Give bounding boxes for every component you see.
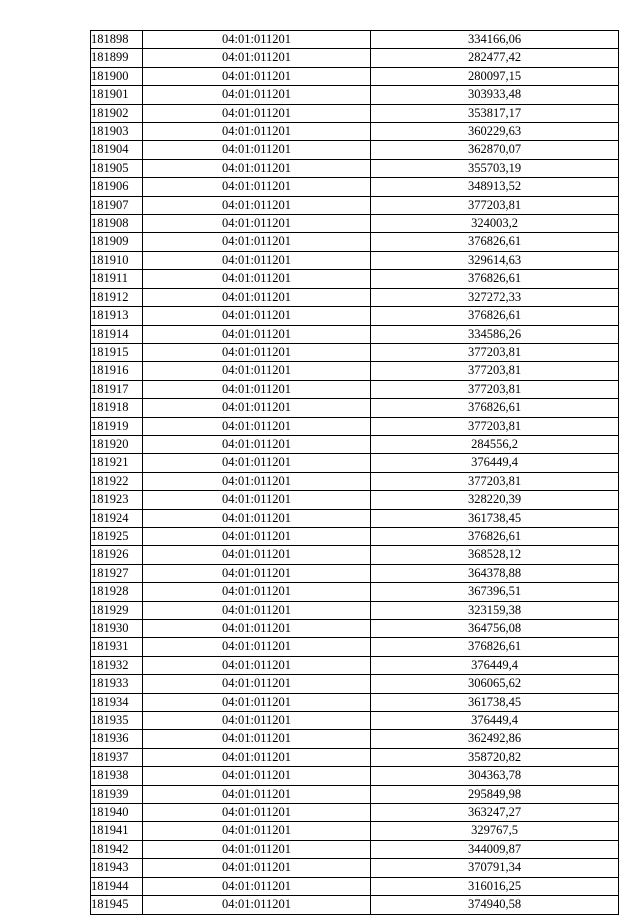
row-number-cell: 181935 xyxy=(91,712,143,730)
row-number-cell: 181924 xyxy=(91,509,143,527)
table-row xyxy=(91,748,619,766)
row-number-cell: 181934 xyxy=(91,693,143,711)
row-number-cell: 181943 xyxy=(91,859,143,877)
cadastral-quarter-cell: 04:01:011201 xyxy=(143,712,371,730)
cadastral-value-cell: 362492,86 xyxy=(371,730,619,748)
table-row xyxy=(91,31,619,49)
row-number-cell: 181939 xyxy=(91,785,143,803)
cadastral-quarter-cell: 04:01:011201 xyxy=(143,472,371,490)
row-number-cell: 181917 xyxy=(91,380,143,398)
cadastral-quarter-cell: 04:01:011201 xyxy=(143,104,371,122)
cadastral-value-cell: 316016,25 xyxy=(371,877,619,895)
cadastral-quarter-cell: 04:01:011201 xyxy=(143,491,371,509)
cadastral-quarter-cell: 04:01:011201 xyxy=(143,877,371,895)
table-row xyxy=(91,104,619,122)
cadastral-value-cell: 360229,63 xyxy=(371,123,619,141)
table-row xyxy=(91,380,619,398)
cadastral-value-cell: 327272,33 xyxy=(371,288,619,306)
cadastral-quarter-cell: 04:01:011201 xyxy=(143,325,371,343)
cadastral-value-cell: 376826,61 xyxy=(371,527,619,545)
row-number-cell: 181921 xyxy=(91,454,143,472)
cadastral-quarter-cell: 04:01:011201 xyxy=(143,822,371,840)
row-number-cell: 181906 xyxy=(91,178,143,196)
table-row xyxy=(91,730,619,748)
cadastral-value-table xyxy=(90,30,619,915)
row-number-cell: 181942 xyxy=(91,840,143,858)
cadastral-value-cell: 367396,51 xyxy=(371,583,619,601)
cadastral-quarter-cell: 04:01:011201 xyxy=(143,178,371,196)
cadastral-quarter-cell: 04:01:011201 xyxy=(143,270,371,288)
cadastral-quarter-cell: 04:01:011201 xyxy=(143,840,371,858)
row-number-cell: 181913 xyxy=(91,307,143,325)
cadastral-quarter-cell: 04:01:011201 xyxy=(143,123,371,141)
cadastral-value-cell: 280097,15 xyxy=(371,67,619,85)
cadastral-value-cell: 377203,81 xyxy=(371,196,619,214)
table-row xyxy=(91,196,619,214)
row-number-cell: 181931 xyxy=(91,638,143,656)
cadastral-value-cell: 377203,81 xyxy=(371,362,619,380)
cadastral-quarter-cell: 04:01:011201 xyxy=(143,196,371,214)
cadastral-quarter-cell: 04:01:011201 xyxy=(143,527,371,545)
cadastral-value-cell: 376449,4 xyxy=(371,712,619,730)
row-number-cell: 181940 xyxy=(91,804,143,822)
cadastral-value-cell: 377203,81 xyxy=(371,472,619,490)
cadastral-quarter-cell: 04:01:011201 xyxy=(143,693,371,711)
cadastral-quarter-cell: 04:01:011201 xyxy=(143,730,371,748)
table-row xyxy=(91,251,619,269)
table-row xyxy=(91,877,619,895)
cadastral-quarter-cell: 04:01:011201 xyxy=(143,141,371,159)
cadastral-value-cell: 364378,88 xyxy=(371,564,619,582)
cadastral-quarter-cell: 04:01:011201 xyxy=(143,767,371,785)
table-row xyxy=(91,343,619,361)
row-number-cell: 181945 xyxy=(91,896,143,914)
table-row xyxy=(91,399,619,417)
row-number-cell: 181938 xyxy=(91,767,143,785)
cadastral-value-cell: 284556,2 xyxy=(371,435,619,453)
table-row xyxy=(91,362,619,380)
row-number-cell: 181912 xyxy=(91,288,143,306)
cadastral-quarter-cell: 04:01:011201 xyxy=(143,343,371,361)
row-number-cell: 181898 xyxy=(91,31,143,49)
table-row xyxy=(91,491,619,509)
row-number-cell: 181916 xyxy=(91,362,143,380)
row-number-cell: 181900 xyxy=(91,67,143,85)
cadastral-quarter-cell: 04:01:011201 xyxy=(143,748,371,766)
cadastral-quarter-cell: 04:01:011201 xyxy=(143,583,371,601)
table-row xyxy=(91,233,619,251)
cadastral-value-cell: 363247,27 xyxy=(371,804,619,822)
cadastral-quarter-cell: 04:01:011201 xyxy=(143,896,371,914)
cadastral-value-cell: 361738,45 xyxy=(371,693,619,711)
cadastral-value-cell: 304363,78 xyxy=(371,767,619,785)
table-row xyxy=(91,712,619,730)
table-row xyxy=(91,620,619,638)
cadastral-value-cell: 376449,4 xyxy=(371,656,619,674)
row-number-cell: 181904 xyxy=(91,141,143,159)
row-number-cell: 181937 xyxy=(91,748,143,766)
cadastral-quarter-cell: 04:01:011201 xyxy=(143,49,371,67)
cadastral-value-cell: 295849,98 xyxy=(371,785,619,803)
table-row xyxy=(91,159,619,177)
row-number-cell: 181919 xyxy=(91,417,143,435)
cadastral-value-cell: 362870,07 xyxy=(371,141,619,159)
row-number-cell: 181941 xyxy=(91,822,143,840)
cadastral-value-cell: 306065,62 xyxy=(371,675,619,693)
cadastral-quarter-cell: 04:01:011201 xyxy=(143,564,371,582)
table-row xyxy=(91,527,619,545)
row-number-cell: 181905 xyxy=(91,159,143,177)
table-row xyxy=(91,564,619,582)
table-row xyxy=(91,546,619,564)
cadastral-quarter-cell: 04:01:011201 xyxy=(143,86,371,104)
row-number-cell: 181909 xyxy=(91,233,143,251)
row-number-cell: 181903 xyxy=(91,123,143,141)
row-number-cell: 181918 xyxy=(91,399,143,417)
cadastral-value-cell: 376826,61 xyxy=(371,270,619,288)
table-row xyxy=(91,307,619,325)
cadastral-quarter-cell: 04:01:011201 xyxy=(143,417,371,435)
cadastral-value-cell: 370791,34 xyxy=(371,859,619,877)
row-number-cell: 181927 xyxy=(91,564,143,582)
table-row xyxy=(91,638,619,656)
table-row xyxy=(91,49,619,67)
table-row xyxy=(91,675,619,693)
cadastral-quarter-cell: 04:01:011201 xyxy=(143,435,371,453)
cadastral-value-cell: 376826,61 xyxy=(371,399,619,417)
cadastral-value-cell: 348913,52 xyxy=(371,178,619,196)
table-row xyxy=(91,656,619,674)
row-number-cell: 181901 xyxy=(91,86,143,104)
cadastral-value-cell: 374940,58 xyxy=(371,896,619,914)
cadastral-value-cell: 361738,45 xyxy=(371,509,619,527)
row-number-cell: 181926 xyxy=(91,546,143,564)
table-row xyxy=(91,859,619,877)
table-row xyxy=(91,693,619,711)
cadastral-value-cell: 334586,26 xyxy=(371,325,619,343)
cadastral-value-cell: 329767,5 xyxy=(371,822,619,840)
row-number-cell: 181915 xyxy=(91,343,143,361)
table-row xyxy=(91,601,619,619)
cadastral-quarter-cell: 04:01:011201 xyxy=(143,215,371,233)
cadastral-value-cell: 303933,48 xyxy=(371,86,619,104)
cadastral-value-cell: 353817,17 xyxy=(371,104,619,122)
table-row xyxy=(91,215,619,233)
cadastral-quarter-cell: 04:01:011201 xyxy=(143,67,371,85)
cadastral-value-cell: 358720,82 xyxy=(371,748,619,766)
cadastral-quarter-cell: 04:01:011201 xyxy=(143,620,371,638)
row-number-cell: 181920 xyxy=(91,435,143,453)
cadastral-quarter-cell: 04:01:011201 xyxy=(143,362,371,380)
cadastral-value-cell: 376826,61 xyxy=(371,307,619,325)
cadastral-value-cell: 355703,19 xyxy=(371,159,619,177)
table-row xyxy=(91,583,619,601)
table-row xyxy=(91,123,619,141)
table-row xyxy=(91,141,619,159)
cadastral-value-cell: 376826,61 xyxy=(371,233,619,251)
table-row xyxy=(91,840,619,858)
cadastral-quarter-cell: 04:01:011201 xyxy=(143,601,371,619)
cadastral-quarter-cell: 04:01:011201 xyxy=(143,399,371,417)
row-number-cell: 181930 xyxy=(91,620,143,638)
row-number-cell: 181923 xyxy=(91,491,143,509)
cadastral-value-cell: 376826,61 xyxy=(371,638,619,656)
row-number-cell: 181922 xyxy=(91,472,143,490)
cadastral-value-cell: 377203,81 xyxy=(371,380,619,398)
row-number-cell: 181899 xyxy=(91,49,143,67)
table-row xyxy=(91,509,619,527)
cadastral-quarter-cell: 04:01:011201 xyxy=(143,546,371,564)
row-number-cell: 181925 xyxy=(91,527,143,545)
table-row xyxy=(91,417,619,435)
cadastral-quarter-cell: 04:01:011201 xyxy=(143,288,371,306)
cadastral-value-cell: 377203,81 xyxy=(371,417,619,435)
table-row xyxy=(91,288,619,306)
table-row xyxy=(91,86,619,104)
table-row xyxy=(91,822,619,840)
row-number-cell: 181932 xyxy=(91,656,143,674)
cadastral-quarter-cell: 04:01:011201 xyxy=(143,656,371,674)
cadastral-quarter-cell: 04:01:011201 xyxy=(143,675,371,693)
row-number-cell: 181936 xyxy=(91,730,143,748)
cadastral-quarter-cell: 04:01:011201 xyxy=(143,380,371,398)
table-row xyxy=(91,454,619,472)
row-number-cell: 181928 xyxy=(91,583,143,601)
row-number-cell: 181944 xyxy=(91,877,143,895)
row-number-cell: 181910 xyxy=(91,251,143,269)
cadastral-quarter-cell: 04:01:011201 xyxy=(143,31,371,49)
cadastral-value-cell: 334166,06 xyxy=(371,31,619,49)
table-row xyxy=(91,325,619,343)
cadastral-quarter-cell: 04:01:011201 xyxy=(143,804,371,822)
row-number-cell: 181933 xyxy=(91,675,143,693)
cadastral-quarter-cell: 04:01:011201 xyxy=(143,859,371,877)
cadastral-value-cell: 328220,39 xyxy=(371,491,619,509)
table-row xyxy=(91,178,619,196)
row-number-cell: 181911 xyxy=(91,270,143,288)
table-row xyxy=(91,804,619,822)
cadastral-value-cell: 376449,4 xyxy=(371,454,619,472)
cadastral-quarter-cell: 04:01:011201 xyxy=(143,251,371,269)
row-number-cell: 181929 xyxy=(91,601,143,619)
cadastral-quarter-cell: 04:01:011201 xyxy=(143,638,371,656)
table-row xyxy=(91,785,619,803)
cadastral-quarter-cell: 04:01:011201 xyxy=(143,509,371,527)
table-row xyxy=(91,270,619,288)
cadastral-value-cell: 323159,38 xyxy=(371,601,619,619)
row-number-cell: 181914 xyxy=(91,325,143,343)
cadastral-value-cell: 368528,12 xyxy=(371,546,619,564)
table-row xyxy=(91,767,619,785)
table-row xyxy=(91,435,619,453)
row-number-cell: 181907 xyxy=(91,196,143,214)
cadastral-value-cell: 282477,42 xyxy=(371,49,619,67)
row-number-cell: 181902 xyxy=(91,104,143,122)
cadastral-quarter-cell: 04:01:011201 xyxy=(143,785,371,803)
row-number-cell: 181908 xyxy=(91,215,143,233)
cadastral-quarter-cell: 04:01:011201 xyxy=(143,454,371,472)
cadastral-value-cell: 364756,08 xyxy=(371,620,619,638)
cadastral-quarter-cell: 04:01:011201 xyxy=(143,159,371,177)
cadastral-value-cell: 329614,63 xyxy=(371,251,619,269)
cadastral-value-cell: 344009,87 xyxy=(371,840,619,858)
cadastral-value-cell: 377203,81 xyxy=(371,343,619,361)
table-body xyxy=(91,31,619,915)
table-row xyxy=(91,472,619,490)
table-row xyxy=(91,67,619,85)
cadastral-quarter-cell: 04:01:011201 xyxy=(143,233,371,251)
cadastral-quarter-cell: 04:01:011201 xyxy=(143,307,371,325)
cadastral-value-cell: 324003,2 xyxy=(371,215,619,233)
